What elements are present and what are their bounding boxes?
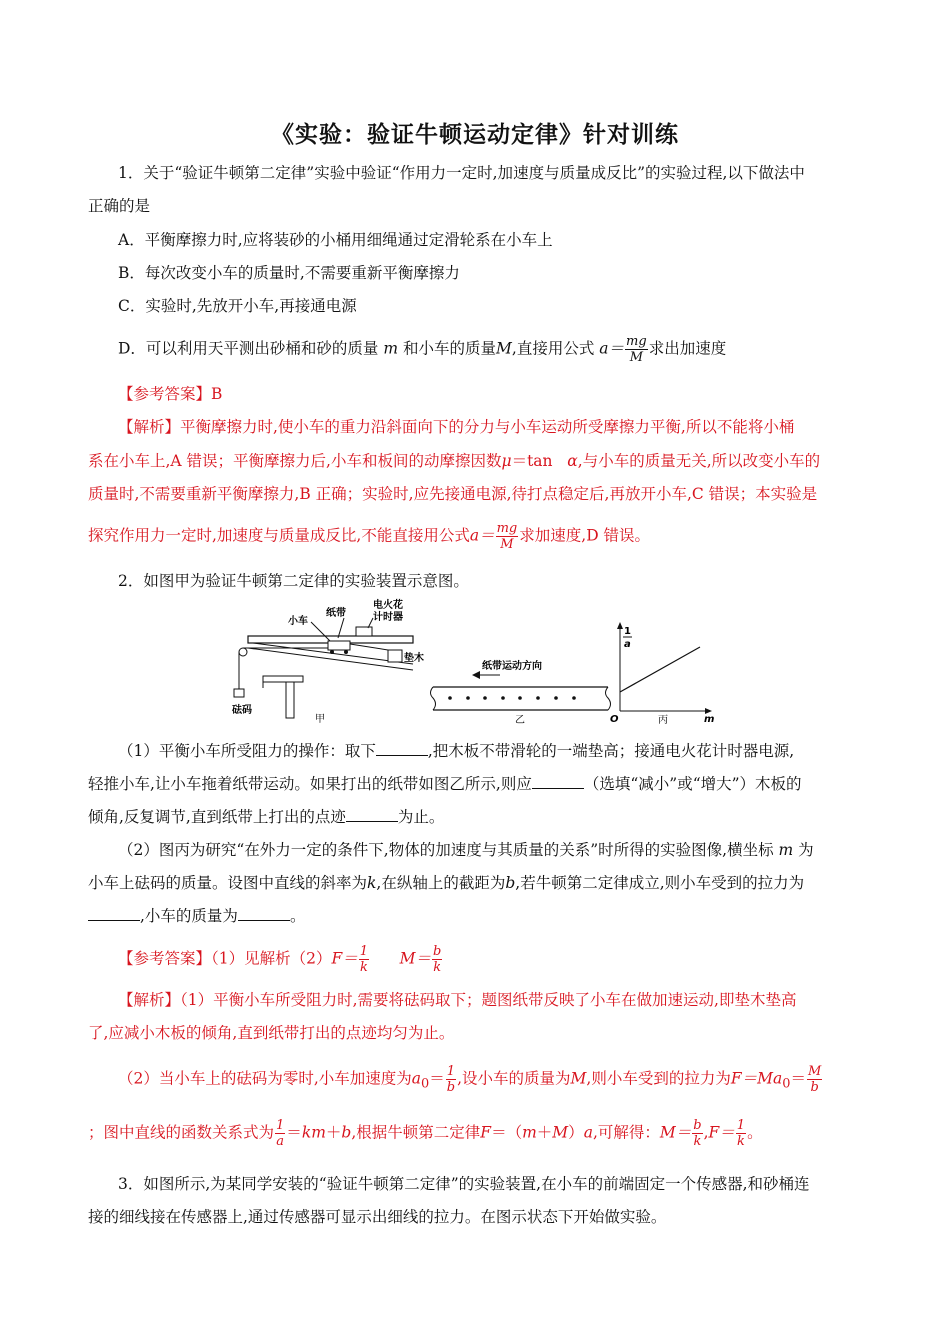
q2-ans-frac2-den: k: [433, 960, 442, 975]
q2-exp4-plus2: ＋: [536, 1123, 553, 1142]
q2-exp3-frac: [446, 1064, 456, 1095]
graph-x-label: m: [704, 714, 715, 725]
q2-p2a-text: （2）图丙为研究“在外力一定的条件下,物体的加速度与其质量的关系”时所得的实验图像,横坐标: [118, 841, 774, 859]
q2-part2-line3: [88, 906, 305, 926]
q2-exp3-text2: ,设小车的质量为: [457, 1069, 571, 1088]
tape-dot: [466, 696, 470, 700]
q2-exp3-sub02: 0: [782, 1076, 791, 1092]
cart-wheel-2: [344, 650, 348, 654]
label-car: 小车: [288, 616, 308, 627]
q2-ans-frac1-den: k: [359, 960, 368, 975]
q2-exp3-F: F＝Ma: [730, 1069, 783, 1088]
label-bing: 丙: [658, 715, 668, 726]
q2-exp4-eq: ＝: [286, 1123, 302, 1142]
graph-y-arrow: [617, 622, 623, 629]
q2-figure: [228, 596, 728, 736]
q1-exp4-text2: 求加速度,D 错误。: [519, 526, 651, 545]
q2-exp3-text: （2）当小车上的砝码为零时,小车加速度为: [118, 1069, 412, 1088]
label-direction: 纸带运动方向: [482, 661, 542, 672]
q1-option-c: C．实验时,先放开小车,再接通电源: [118, 297, 357, 315]
q2-exp4-plus: ＋: [325, 1123, 342, 1142]
q1-exp4-numerator: mg: [496, 521, 518, 536]
cart-wheel-1: [330, 650, 334, 654]
q1-d-text3: ,直接用公式: [511, 339, 595, 358]
q2-part1-line2: [88, 774, 802, 794]
q2-p1a-text: （1）平衡小车所受阻力的操作：取下: [118, 742, 376, 760]
weight-block: [234, 689, 244, 697]
q2-exp3-frac-num: 1: [446, 1064, 456, 1079]
tape-left-cut: [431, 687, 436, 710]
q1-exp4-fraction: [496, 521, 519, 552]
q2-blank-2: [532, 774, 584, 789]
tape-right-cut: [606, 687, 611, 710]
label-timer-2: 计时器: [373, 612, 403, 623]
q2-exp4-comma: ,: [703, 1123, 709, 1142]
q2-exp3-frac-den: b: [446, 1080, 456, 1095]
q2-p2b-text2: ,在纵轴上的截距为: [376, 874, 506, 892]
q2-exp4-Meq: M＝: [659, 1123, 692, 1142]
q2-ans-frac-1: [359, 944, 369, 975]
q2-ans-F: F＝: [331, 949, 358, 968]
figure-tape: [431, 659, 611, 726]
label-block: 垫木: [404, 653, 424, 664]
q2-answer: [118, 944, 443, 975]
q2-exp4-fracM-den: k: [693, 1134, 702, 1149]
q2-exp4-a: a: [583, 1123, 593, 1142]
q1-explanation-line2: [88, 451, 820, 471]
tape-dot: [536, 696, 540, 700]
q2-blank-5: [238, 906, 290, 921]
q1-option-d: [118, 334, 726, 365]
q1-d-text2: 和小车的质量: [403, 339, 497, 358]
q2-exp4-frac-M: [692, 1118, 702, 1149]
q1-d-formula-fraction: [625, 334, 648, 365]
q2-explanation-line2: 了,应减小木板的倾角,直到纸带打出的点迹均匀为止。: [88, 1024, 455, 1042]
q2-exp4-frac: [275, 1118, 285, 1149]
graph-y-label-den: a: [624, 639, 631, 650]
q2-p1c-text2: 为止。: [397, 808, 445, 826]
q2-ans-M: M＝: [399, 949, 431, 968]
q1-explanation-line3: 质量时,不需要重新平衡摩擦力,B 正确；实验时,应先接通电源,待打点稳定后,再放开小车,C 错误；本实验是: [88, 485, 818, 503]
q2-ans-frac-2: [432, 944, 442, 975]
q1-exp-text2: ,与小车的质量无关,所以改变小车的: [577, 452, 821, 470]
q2-blank-4: [88, 906, 140, 921]
q2-p2b-k: k: [367, 874, 377, 892]
timer-box: [356, 627, 372, 636]
q2-exp4-km: km: [301, 1123, 326, 1142]
q2-p1b-text2: （选填“减小”或“增大”）木板的: [583, 775, 802, 793]
q1-d-text1: D．可以利用天平测出砂桶和砂的质量: [118, 339, 379, 358]
direction-arrow-head: [472, 671, 480, 679]
q1-exp4-a: a＝: [469, 526, 495, 545]
q1-d-var-m: m: [383, 339, 399, 358]
q2-p2c-text: ,小车的质量为: [140, 907, 238, 925]
label-yi: 乙: [515, 715, 525, 726]
q1-exp-text: 系在小车上,A 错误；平衡摩擦力后,小车和板间的动摩擦因数: [88, 452, 502, 470]
pulley: [239, 648, 247, 656]
q2-p2b-b: b: [505, 874, 516, 892]
q2-ans-frac2-num: b: [432, 944, 442, 959]
q2-exp3-sub0: 0: [421, 1076, 430, 1092]
graph-origin: O: [610, 714, 619, 725]
q1-explanation-line4: [88, 521, 650, 552]
q1-d-denominator: M: [629, 350, 644, 365]
q1-exp4-denominator: M: [500, 537, 514, 552]
figure-apparatus: [231, 598, 424, 725]
q2-exp4-m: m: [522, 1123, 537, 1142]
q2-ans-frac1-num: 1: [359, 944, 369, 959]
q2-exp4-frac-F: [736, 1118, 746, 1149]
q2-exp4-end: 。: [747, 1123, 763, 1142]
q2-p2a-m: m: [778, 841, 794, 859]
q3-stem-line2: 接的细线接在传感器上,通过传感器可显示出细线的拉力。在图示状态下开始做实验。: [88, 1208, 667, 1226]
q1-answer: 【参考答案】B: [118, 385, 223, 403]
tape-dot: [572, 696, 576, 700]
tape-dot: [501, 696, 505, 700]
q2-p2b-text: 小车上砝码的质量。设图中直线的斜率为: [88, 874, 368, 892]
q2-exp3-frac2-num: M: [807, 1064, 822, 1079]
q2-exp3-a0: a: [411, 1069, 422, 1088]
tape-line: [350, 644, 388, 650]
q2-exp4-frac-num: 1: [276, 1118, 285, 1133]
q2-exp4-Feq: F＝: [708, 1123, 735, 1142]
q1-d-text4: 求出加速度: [648, 339, 727, 358]
cart-body: [328, 641, 350, 650]
tape-pointer: [338, 618, 344, 638]
q2-exp3-eq: ＝: [429, 1069, 445, 1088]
q2-exp4-fracF-num: 1: [736, 1118, 746, 1133]
q2-part1-line3: [88, 807, 444, 827]
label-weight: 砝码: [232, 705, 252, 716]
q2-exp3-frac2-den: b: [810, 1080, 819, 1095]
tape-dot: [483, 696, 487, 700]
q2-exp4-F: F: [480, 1123, 492, 1142]
q2-p1c-text: 倾角,反复调节,直到纸带上打出的点迹: [88, 808, 346, 826]
tape-dot: [518, 696, 522, 700]
q2-exp4-fracM-num: b: [693, 1118, 702, 1133]
q1-exp4-text: 探究作用力一定时,加速度与质量成反比,不能直接用公式: [88, 526, 470, 545]
q2-p2a-text2: 为: [798, 841, 814, 859]
q2-exp4-close: ）: [568, 1123, 584, 1142]
q2-blank-1: [376, 741, 428, 756]
tape-dot: [448, 696, 452, 700]
q2-stem: 2．如图甲为验证牛顿第二定律的实验装置示意图。: [118, 572, 469, 590]
q2-explanation-line1: 【解析】（1）平衡小车所受阻力时,需要将砝码取下；题图纸带反映了小车在做加速运动,即垫木垫高: [118, 991, 797, 1009]
graph-y-label-num: 1: [624, 626, 631, 637]
q2-exp3-text3: ,则小车受到的拉力为: [586, 1069, 731, 1088]
tape-dot: [554, 696, 558, 700]
q2-exp4-M: M: [552, 1123, 569, 1142]
label-jia: 甲: [315, 714, 325, 725]
q2-part2-line2: [88, 873, 804, 893]
q2-exp4-eqp: ＝（: [491, 1123, 523, 1142]
q2-exp4-solve: ,可解得：: [592, 1123, 660, 1142]
q2-exp3-eq2: ＝: [790, 1069, 806, 1088]
q2-exp4-b: b: [341, 1123, 352, 1142]
table-top: [263, 676, 303, 682]
q1-explanation-line1: 【解析】平衡摩擦力时,使小车的重力沿斜面向下的分力与小车运动所受摩擦力平衡,所以不能将小桶: [118, 418, 795, 436]
q2-blank-3: [346, 807, 398, 822]
q1-exp-tan: ＝tan: [511, 452, 553, 470]
q2-exp3-frac2: [807, 1064, 822, 1095]
q1-d-var-a: a＝: [599, 339, 625, 358]
q2-part2-line1: [118, 840, 814, 860]
q2-part1-line1: [118, 741, 794, 761]
q2-p1b-text: 轻推小车,让小车拖着纸带运动。如果打出的纸带如图乙所示,则应: [88, 775, 532, 793]
q3-stem-line1: 3．如图所示,为某同学安装的“验证牛顿第二定律”的实验装置,在小车的前端固定一个传感器,和砂桶连: [118, 1175, 810, 1193]
q1-d-var-M: M: [496, 339, 512, 358]
label-timer-1: 电火花: [373, 600, 403, 611]
q2-exp3-M: M: [570, 1069, 587, 1088]
table-leg: [286, 681, 294, 718]
q2-exp4-text: ；图中直线的函数关系式为: [88, 1123, 275, 1142]
graph-line: [620, 647, 700, 692]
q2-p1a-text2: ,把木板不带滑轮的一端垫高；接通电火花计时器电源,: [427, 742, 795, 760]
q1-d-numerator: mg: [626, 334, 647, 349]
q1-exp-mu: μ: [501, 452, 512, 470]
q1-stem-line1: 1．关于“验证牛顿第二定律”实验中验证“作用力一定时,加速度与质量成反比”的实验过程,以下做法中: [118, 164, 805, 182]
q1-option-b: B．每次改变小车的质量时,不需要重新平衡摩擦力: [118, 264, 460, 282]
q2-exp4-text2: ,根据牛顿第二定律: [351, 1123, 481, 1142]
q2-exp4-fracF-den: k: [736, 1134, 745, 1149]
q2-explanation-line4: [88, 1118, 763, 1149]
q2-p2b-text3: ,若牛顿第二定律成立,则小车受到的拉力为: [515, 874, 805, 892]
q1-stem-line2: 正确的是: [88, 197, 151, 215]
q1-exp-alpha: α: [567, 452, 578, 470]
q1-option-a: A．平衡摩擦力时,应将装砂的小桶用细绳通过定滑轮系在小车上: [118, 231, 553, 249]
page-title: 《实验：验证牛顿运动定律》针对训练: [271, 121, 679, 148]
q2-p2c-text2: 。: [289, 907, 306, 925]
q2-ans-text: 【参考答案】（1）见解析（2）: [118, 949, 332, 968]
figure-graph: [610, 622, 714, 726]
q2-explanation-line3: [118, 1064, 823, 1095]
wood-block: [388, 650, 402, 662]
label-tape: 纸带: [326, 608, 346, 619]
q2-exp4-frac-den: a: [276, 1134, 285, 1149]
